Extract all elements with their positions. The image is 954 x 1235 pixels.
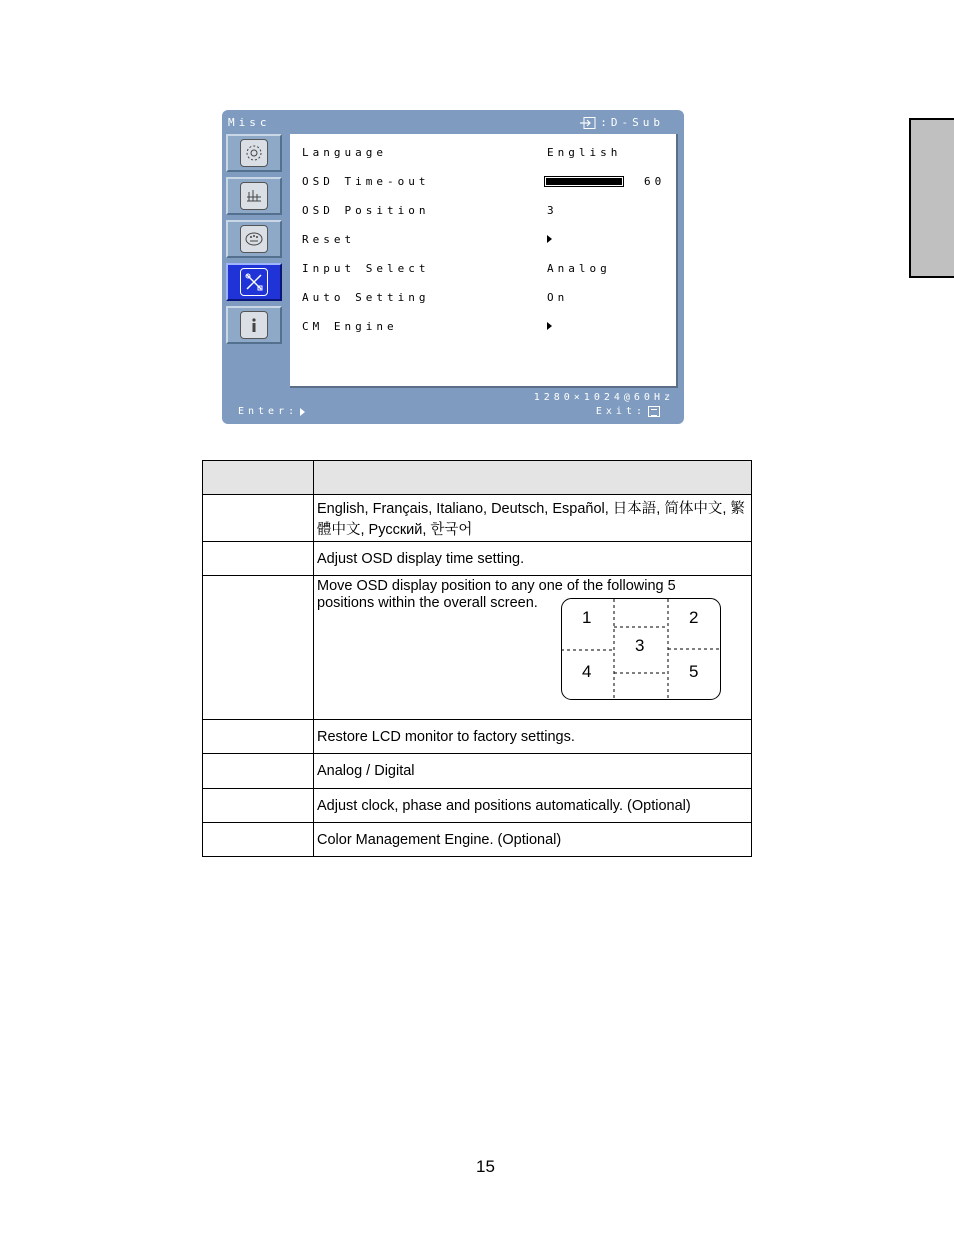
- info-icon: [240, 311, 268, 339]
- menu-exit-icon: [648, 406, 660, 417]
- osd-row-value: Analog: [547, 262, 611, 275]
- table-row: [203, 542, 752, 576]
- position-label-1: 1: [582, 608, 592, 627]
- enter-label: Enter:: [238, 406, 299, 417]
- osd-row-value: English: [547, 146, 622, 159]
- table-cell-item: [203, 576, 314, 720]
- submenu-arrow-icon: [547, 320, 552, 333]
- osd-settings-icon: [240, 225, 268, 253]
- osd-exit-hint: [596, 406, 660, 417]
- osd-title: Misc: [228, 116, 271, 129]
- table-cell-item: [203, 823, 314, 857]
- osd-row-label: OSD Time-out: [302, 175, 430, 188]
- timeout-slider-bar[interactable]: [544, 176, 624, 187]
- table-cell-item: [203, 789, 314, 823]
- submenu-arrow-icon: [547, 233, 552, 246]
- input-source-label: :D-Sub: [600, 116, 664, 129]
- osd-row-timeout[interactable]: [302, 175, 672, 189]
- table-header-cell: [314, 461, 752, 495]
- osd-tab-misc[interactable]: [226, 263, 282, 301]
- osd-resolution: 1280×1024@60Hz: [533, 392, 674, 403]
- table-cell-item: [203, 495, 314, 542]
- table-header-row: [203, 461, 752, 495]
- table-header-cell: [203, 461, 314, 495]
- osd-position-diagram: [561, 598, 721, 700]
- osd-row-input-select[interactable]: [302, 262, 672, 276]
- color-icon: [240, 182, 268, 210]
- table-row: [203, 576, 752, 720]
- osd-row-value: 60: [644, 175, 666, 188]
- table-row: [203, 720, 752, 754]
- osd-menu: [222, 110, 684, 424]
- table-row: [203, 495, 752, 542]
- table-cell-desc: Analog / Digital: [314, 754, 752, 789]
- osd-row-value: 3: [547, 204, 558, 217]
- osd-row-label: Reset: [302, 233, 356, 246]
- osd-row-value: On: [547, 291, 569, 304]
- position-desc-text: Move OSD display position to any one of the following 5 positions within the overall screen.: [317, 578, 676, 611]
- table-row: [203, 823, 752, 857]
- osd-row-position[interactable]: [302, 204, 672, 218]
- position-label-5: 5: [689, 662, 699, 681]
- table-cell-desc: Restore LCD monitor to factory settings.: [314, 720, 752, 754]
- osd-row-label: Auto Setting: [302, 291, 430, 304]
- osd-tab-color[interactable]: [226, 177, 282, 215]
- input-source-icon: [580, 117, 596, 129]
- table-cell-item: [203, 754, 314, 789]
- table-row: [203, 789, 752, 823]
- table-row: [203, 754, 752, 789]
- osd-input-source: [580, 116, 664, 129]
- osd-row-reset[interactable]: [302, 233, 672, 247]
- osd-tab-info[interactable]: [226, 306, 282, 344]
- osd-icon-column: [226, 134, 284, 349]
- table-cell-desc-position: [314, 576, 752, 720]
- enter-arrow-icon: [300, 408, 305, 416]
- picture-icon: [240, 139, 268, 167]
- table-cell-desc: Adjust clock, phase and positions automatically. (Optional): [314, 789, 752, 823]
- osd-row-label: Input Select: [302, 262, 430, 275]
- position-label-2: 2: [689, 608, 699, 627]
- description-table: [202, 460, 752, 857]
- osd-row-label: OSD Position: [302, 204, 430, 217]
- osd-row-label: CM Engine: [302, 320, 398, 333]
- table-cell-item: [203, 720, 314, 754]
- osd-enter-hint: [238, 406, 305, 417]
- table-cell-item: [203, 542, 314, 576]
- osd-row-language[interactable]: [302, 146, 672, 160]
- side-tab-marker: [909, 118, 954, 278]
- misc-tools-icon: [240, 268, 268, 296]
- table-cell-desc: Adjust OSD display time setting.: [314, 542, 752, 576]
- table-cell-desc: Color Management Engine. (Optional): [314, 823, 752, 857]
- page-number: 15: [476, 1157, 495, 1176]
- position-label-4: 4: [582, 662, 592, 681]
- table-cell-desc: English, Français, Italiano, Deutsch, Español, 日本語, 简体中文, 繁體中文, Русский, 한국어: [314, 495, 752, 542]
- osd-row-auto-setting[interactable]: [302, 291, 672, 305]
- position-label-3: 3: [635, 636, 645, 655]
- osd-row-label: Language: [302, 146, 387, 159]
- osd-row-cm-engine[interactable]: [302, 320, 672, 334]
- osd-tab-picture[interactable]: [226, 134, 282, 172]
- osd-tab-osd-settings[interactable]: [226, 220, 282, 258]
- exit-label: Exit:: [595, 406, 646, 417]
- osd-settings-panel: [290, 134, 678, 388]
